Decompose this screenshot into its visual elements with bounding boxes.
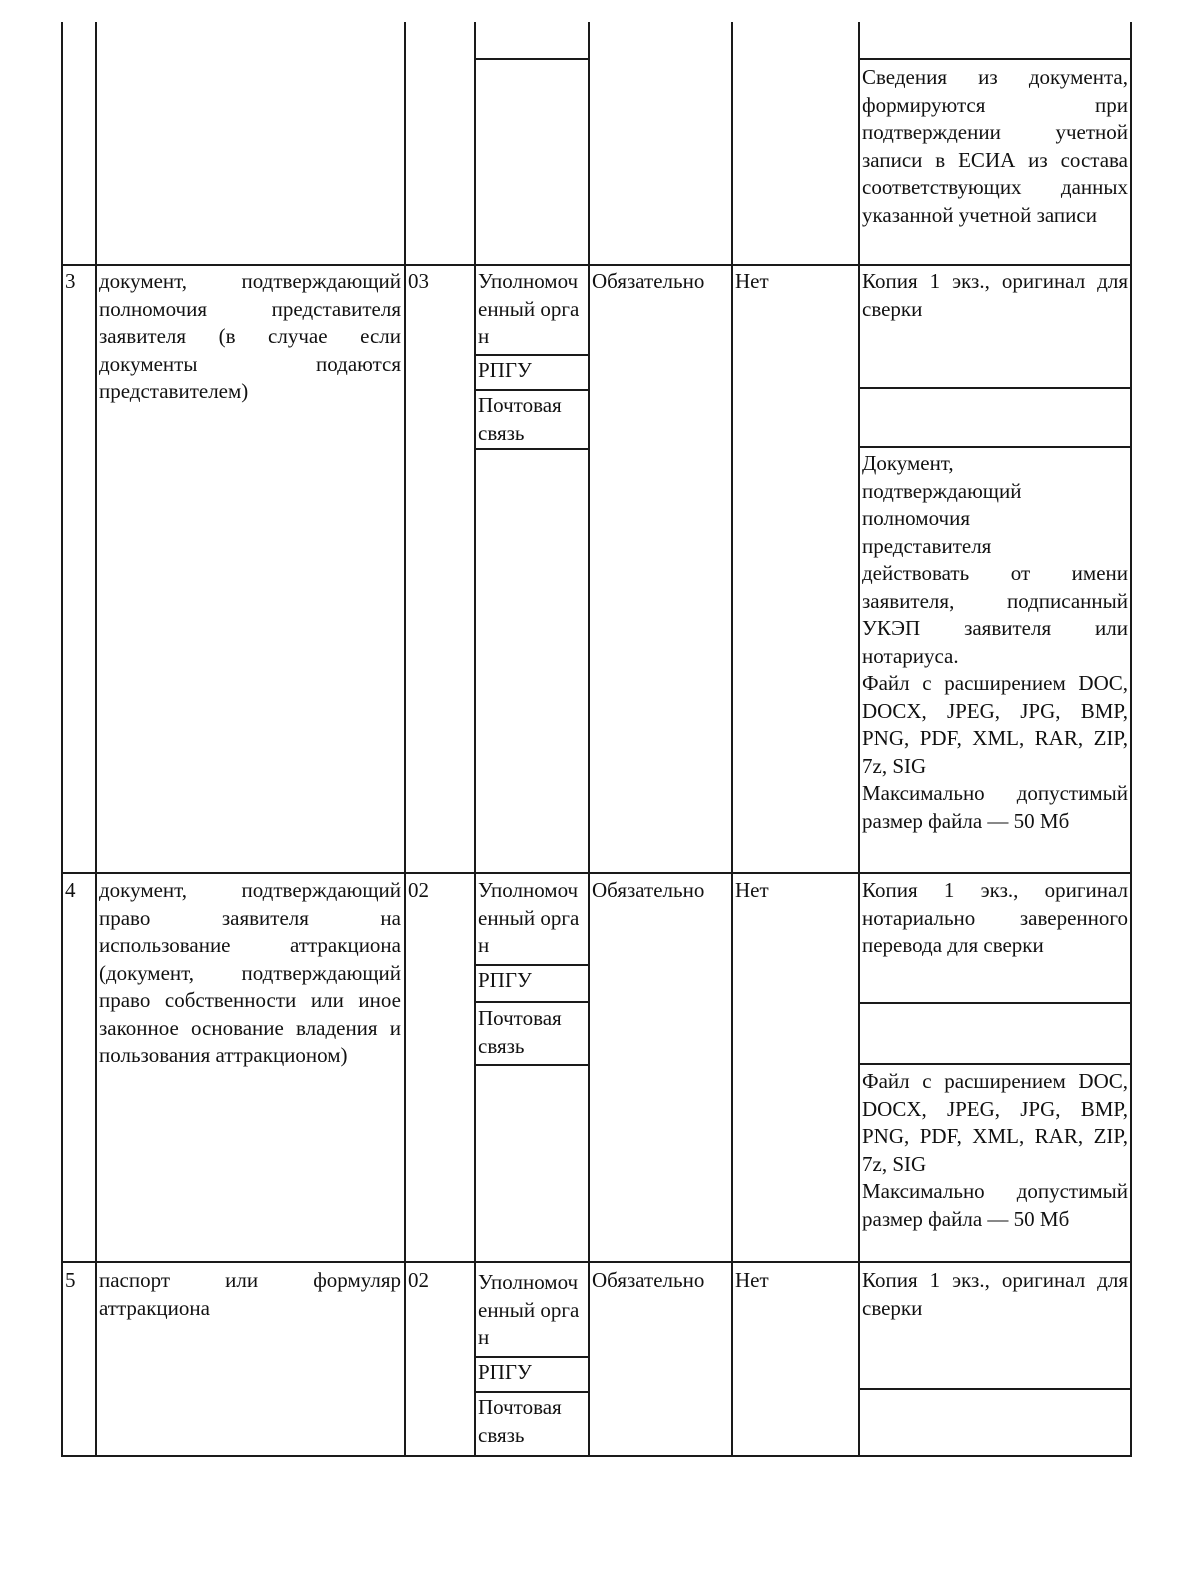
channel-authority: Уполномоченный орган [478,1270,580,1349]
document-name: документ, подтверждающий полномочия представителя заявителя (в случае если документы подаются представителем) [99,269,401,403]
document-name: документ, подтверждающий право заявителя на использование аттракциона (документ, подтверждающий право собственности или иное законное основание владения и пользования аттракционом) [99,878,401,1067]
col-border [404,22,406,1457]
subcell-border [474,389,590,391]
note-line: Документ, [862,451,954,475]
channel-rpgu: РПГУ [478,358,532,382]
col-border [474,22,476,1457]
required-status: Обязательно [592,1268,705,1292]
subcell-border [858,58,1132,60]
note-electronic [862,1068,1128,1233]
note-line: Файл с расширением DOC, DOCX, JPEG, JPG, BMP, PNG, PDF, XML, RAR, ZIP, 7z, SIG [862,671,1128,778]
subcell-border [858,1388,1132,1390]
row-border [61,264,1132,266]
required-status: Обязательно [592,269,705,293]
document-code: 03 [408,269,429,293]
subcell-border [858,387,1132,389]
row-border [61,872,1132,874]
col-border [588,22,590,1457]
col-border [858,22,860,1457]
channel-rpgu: РПГУ [478,968,532,992]
note-line: Максимально допустимый размер файла — 50 Мб [862,1179,1128,1231]
col-border [1130,22,1132,1457]
top-row-note: Сведения из документа, формируются при подтверждении учетной записи в ЕСИА из состава соответствующих данных указанной учетной записи [862,65,1128,227]
channel-post: Почтовая связь [478,1395,562,1447]
col-border [95,22,97,1457]
channel-post: Почтовая связь [478,1006,562,1058]
row-border [61,1261,1132,1263]
col-border [731,22,733,1457]
subcell-border [858,1002,1132,1004]
required-status: Обязательно [592,878,705,902]
note-copy: Копия 1 экз., оригинал для сверки [862,1268,1128,1320]
flag-value: Нет [735,878,769,902]
note-line: действовать от имени заявителя, подписанный УКЭП заявителя или нотариуса. [862,561,1128,668]
subcell-border [858,446,1132,448]
channel-authority: Уполномоченный орган [478,878,580,957]
channel-rpgu: РПГУ [478,1360,532,1384]
col-border [61,22,63,1457]
note-line: Файл с расширением DOC, DOCX, JPEG, JPG, BMP, PNG, PDF, XML, RAR, ZIP, 7z, SIG [862,1069,1128,1176]
row-border [61,1455,1132,1457]
note-line: полномочия [862,506,970,530]
subcell-border [474,354,590,356]
subcell-border [474,1391,590,1393]
subcell-border [474,1356,590,1358]
note-electronic [862,450,1128,835]
document-name: паспорт или формуляр аттракциона [99,1268,401,1320]
note-copy: Копия 1 экз., оригинал для сверки [862,269,1128,321]
note-copy: Копия 1 экз., оригинал нотариально заверенного перевода для сверки [862,878,1128,957]
subcell-border [474,448,590,450]
flag-value: Нет [735,1268,769,1292]
subcell-border [474,964,590,966]
row-number: 3 [65,269,76,293]
subcell-border [474,58,590,60]
document-code: 02 [408,1268,429,1292]
row-number: 5 [65,1268,76,1292]
channel-authority: Уполномоченный орган [478,269,580,348]
document-code: 02 [408,878,429,902]
channel-post: Почтовая связь [478,393,562,445]
subcell-border [474,1064,590,1066]
flag-value: Нет [735,269,769,293]
note-line: подтверждающий [862,478,1022,503]
subcell-border [474,1001,590,1003]
subcell-border [858,1063,1132,1065]
note-line: представителя [862,533,992,558]
row-number: 4 [65,878,76,902]
note-line: Максимально допустимый размер файла — 50 Мб [862,781,1128,833]
